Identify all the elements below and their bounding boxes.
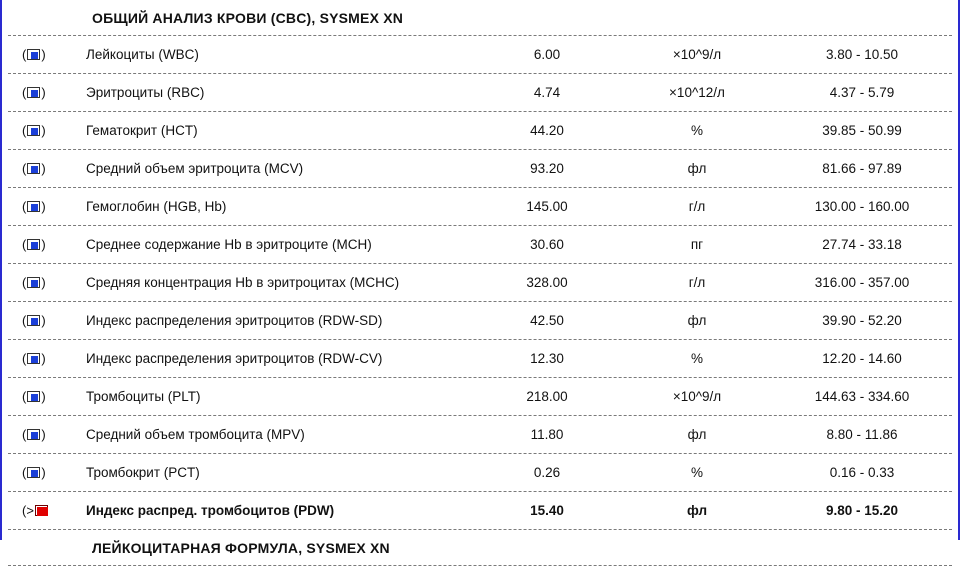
row-flag[interactable] bbox=[8, 124, 80, 137]
analyte-name: Средняя концентрация Hb в эритроцитах (MCHC) bbox=[86, 275, 400, 290]
analyte-value: 30.60 bbox=[530, 237, 564, 252]
analyte-reference: 4.37 - 5.79 bbox=[829, 85, 895, 100]
analyte-unit: ×10^9/л bbox=[672, 47, 722, 62]
chart-icon[interactable] bbox=[22, 466, 46, 479]
flag-prefix: ( bbox=[22, 161, 27, 176]
analyte-value: 218.00 bbox=[526, 389, 568, 404]
table-row[interactable] bbox=[8, 112, 952, 150]
row-flag[interactable] bbox=[8, 390, 80, 403]
analyte-unit: ×10^9/л bbox=[672, 389, 722, 404]
analyte-name: Индекс распред. тромбоцитов (PDW) bbox=[86, 503, 335, 518]
table-row[interactable] bbox=[8, 302, 952, 340]
analyte-reference: 39.90 - 52.20 bbox=[822, 313, 902, 328]
analyte-unit: % bbox=[690, 351, 703, 366]
row-flag[interactable] bbox=[8, 200, 80, 213]
row-flag[interactable] bbox=[8, 162, 80, 175]
table-row[interactable] bbox=[8, 74, 952, 112]
flag-suffix: ) bbox=[41, 85, 46, 100]
table-row[interactable] bbox=[8, 454, 952, 492]
chart-icon-box bbox=[27, 353, 40, 364]
analyte-value: 42.50 bbox=[530, 313, 564, 328]
analyte-value: 93.20 bbox=[530, 161, 564, 176]
chart-icon[interactable] bbox=[22, 276, 46, 289]
analyte-value: 6.00 bbox=[533, 47, 561, 62]
lab-results-table bbox=[8, 0, 952, 566]
chart-icon-box bbox=[27, 429, 40, 440]
analyte-name: Индекс распределения эритроцитов (RDW-CV) bbox=[86, 351, 383, 366]
analyte-reference: 81.66 - 97.89 bbox=[822, 161, 902, 176]
chart-icon-box bbox=[27, 277, 40, 288]
analyte-name: Среднее содержание Hb в эритроците (MCH) bbox=[86, 237, 372, 252]
analyte-reference: 144.63 - 334.60 bbox=[814, 389, 910, 404]
row-flag[interactable] bbox=[8, 352, 80, 365]
flag-prefix: ( bbox=[22, 465, 27, 480]
analyte-value: 4.74 bbox=[533, 85, 561, 100]
chart-icon[interactable] bbox=[22, 428, 46, 441]
flag-suffix: ) bbox=[41, 389, 46, 404]
analyte-reference: 316.00 - 357.00 bbox=[814, 275, 910, 290]
flag-prefix: ( bbox=[22, 351, 27, 366]
table-row[interactable] bbox=[8, 416, 952, 454]
analyte-value: 44.20 bbox=[530, 123, 564, 138]
chart-icon-box bbox=[27, 315, 40, 326]
flag-suffix: ) bbox=[41, 313, 46, 328]
chart-icon[interactable] bbox=[22, 162, 46, 175]
section-header-differential bbox=[8, 530, 952, 566]
table-row[interactable] bbox=[8, 264, 952, 302]
analyte-name: Тромбоциты (PLT) bbox=[86, 389, 201, 404]
analyte-reference: 3.80 - 10.50 bbox=[825, 47, 899, 62]
analyte-name: Средний объем тромбоцита (MPV) bbox=[86, 427, 305, 442]
analyte-name: Индекс распределения эритроцитов (RDW-SD) bbox=[86, 313, 383, 328]
analyte-value: 145.00 bbox=[526, 199, 568, 214]
flag-prefix: ( bbox=[22, 47, 27, 62]
analyte-name: Тромбокрит (PCT) bbox=[86, 465, 200, 480]
alert-chart-icon[interactable] bbox=[22, 504, 49, 517]
row-flag[interactable] bbox=[8, 428, 80, 441]
alert-chart-icon-box bbox=[35, 505, 48, 516]
flag-suffix: ) bbox=[41, 199, 46, 214]
left-border-rule bbox=[0, 0, 2, 540]
analyte-reference: 0.16 - 0.33 bbox=[829, 465, 895, 480]
flag-prefix: (> bbox=[22, 503, 34, 518]
section-title: ОБЩИЙ АНАЛИЗ КРОВИ (CBC), SYSMEX XN bbox=[92, 9, 404, 26]
flag-prefix: ( bbox=[22, 427, 27, 442]
chart-icon[interactable] bbox=[22, 124, 46, 137]
table-row[interactable] bbox=[8, 36, 952, 74]
analyte-unit: ×10^12/л bbox=[669, 85, 725, 100]
flag-suffix: ) bbox=[41, 351, 46, 366]
table-row[interactable] bbox=[8, 378, 952, 416]
row-flag[interactable] bbox=[8, 466, 80, 479]
analyte-name: Гемоглобин (HGB, Hb) bbox=[86, 199, 227, 214]
section-title: ЛЕЙКОЦИТАРНАЯ ФОРМУЛА, SYSMEX XN bbox=[92, 539, 390, 556]
analyte-name: Эритроциты (RBC) bbox=[86, 85, 205, 100]
flag-prefix: ( bbox=[22, 85, 27, 100]
chart-icon[interactable] bbox=[22, 238, 46, 251]
analyte-reference: 12.20 - 14.60 bbox=[822, 351, 902, 366]
flag-suffix: ) bbox=[41, 161, 46, 176]
analyte-unit: фл bbox=[686, 503, 708, 518]
analyte-reference: 130.00 - 160.00 bbox=[814, 199, 910, 214]
analyte-unit: % bbox=[690, 465, 703, 480]
section-header-cbc bbox=[8, 0, 952, 36]
analyte-name: Лейкоциты (WBC) bbox=[86, 47, 199, 62]
row-flag[interactable] bbox=[8, 48, 80, 61]
analyte-value: 0.26 bbox=[533, 465, 561, 480]
row-flag[interactable] bbox=[8, 314, 80, 327]
chart-icon[interactable] bbox=[22, 390, 46, 403]
analyte-value: 11.80 bbox=[530, 427, 564, 442]
analyte-unit: фл bbox=[687, 161, 707, 176]
analyte-unit: г/л bbox=[688, 199, 706, 214]
chart-icon[interactable] bbox=[22, 200, 46, 213]
analyte-value: 328.00 bbox=[526, 275, 568, 290]
chart-icon-box bbox=[27, 201, 40, 212]
chart-icon-box bbox=[27, 391, 40, 402]
flag-suffix: ) bbox=[41, 427, 46, 442]
table-row[interactable] bbox=[8, 188, 952, 226]
flag-prefix: ( bbox=[22, 123, 27, 138]
analyte-value: 12.30 bbox=[530, 351, 564, 366]
flag-suffix: ) bbox=[41, 47, 46, 62]
chart-icon-box bbox=[27, 163, 40, 174]
analyte-value: 15.40 bbox=[530, 503, 564, 518]
chart-icon[interactable] bbox=[22, 48, 46, 61]
analyte-reference: 9.80 - 15.20 bbox=[825, 503, 899, 518]
chart-icon-box bbox=[27, 125, 40, 136]
chart-icon-box bbox=[27, 49, 40, 60]
analyte-unit: фл bbox=[687, 427, 707, 442]
chart-icon-box bbox=[27, 239, 40, 250]
table-row[interactable] bbox=[8, 492, 952, 530]
flag-prefix: ( bbox=[22, 275, 27, 290]
flag-prefix: ( bbox=[22, 389, 27, 404]
row-flag[interactable] bbox=[8, 238, 80, 251]
analyte-unit: г/л bbox=[688, 275, 706, 290]
flag-suffix: ) bbox=[41, 275, 46, 290]
table-row[interactable] bbox=[8, 340, 952, 378]
analyte-unit: % bbox=[690, 123, 703, 138]
row-flag[interactable] bbox=[8, 504, 80, 517]
chart-icon-box bbox=[27, 467, 40, 478]
flag-prefix: ( bbox=[22, 237, 27, 252]
analyte-reference: 27.74 - 33.18 bbox=[822, 237, 902, 252]
table-row[interactable] bbox=[8, 226, 952, 264]
table-row[interactable] bbox=[8, 150, 952, 188]
flag-suffix: ) bbox=[41, 465, 46, 480]
analyte-unit: фл bbox=[687, 313, 707, 328]
row-flag[interactable] bbox=[8, 276, 80, 289]
chart-icon[interactable] bbox=[22, 86, 46, 99]
flag-suffix: ) bbox=[41, 237, 46, 252]
flag-suffix: ) bbox=[41, 123, 46, 138]
analyte-name: Средний объем эритроцита (MCV) bbox=[86, 161, 304, 176]
analyte-unit: пг bbox=[690, 237, 704, 252]
analyte-reference: 39.85 - 50.99 bbox=[822, 123, 902, 138]
chart-icon-box bbox=[27, 87, 40, 98]
analyte-reference: 8.80 - 11.86 bbox=[826, 427, 898, 442]
row-flag[interactable] bbox=[8, 86, 80, 99]
flag-prefix: ( bbox=[22, 313, 27, 328]
analyte-name: Гематокрит (HCT) bbox=[86, 123, 198, 138]
chart-icon[interactable] bbox=[22, 352, 46, 365]
chart-icon[interactable] bbox=[22, 314, 46, 327]
flag-prefix: ( bbox=[22, 199, 27, 214]
